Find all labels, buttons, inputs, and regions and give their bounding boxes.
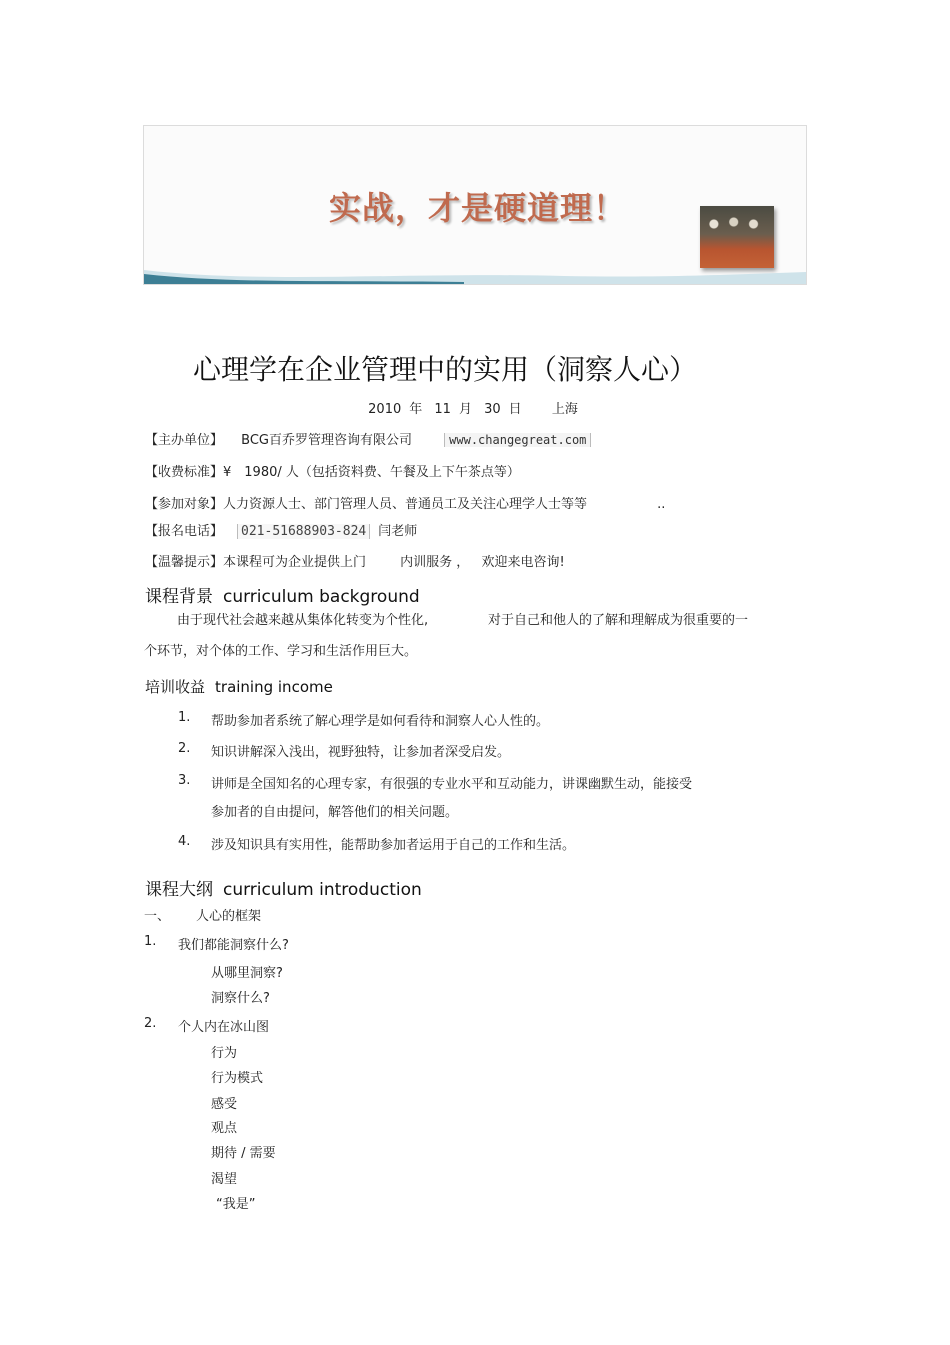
outline-sub-item: 渴望 (211, 1172, 238, 1187)
income-heading-en: training income (215, 678, 333, 696)
background-line-1a: 由于现代社会越来越从集体化转变为个性化, (177, 613, 429, 628)
banner-wave-decoration (144, 262, 806, 284)
outline-heading (145, 875, 422, 900)
background-line-2: 个环节，对个体的工作、学习和生活作用巨大。 (144, 644, 418, 659)
background-line-1b: 对于自己和他人的了解和理解成为很重要的一 (488, 613, 749, 628)
phone-value[interactable]: 021-51688903-824 (237, 524, 370, 539)
income-item-text-continued: 参加者的自由提问，解答他们的相关问题。 (211, 805, 459, 820)
outline-part-number: 一、 (144, 909, 171, 924)
tip-value-3: 欢迎来电咨询! (481, 555, 565, 570)
phone-contact: 闫老师 (378, 524, 418, 539)
tip-value-1: 本课程可为企业提供上门 (223, 555, 367, 570)
income-item-number: 3. (178, 773, 191, 788)
outline-heading-en: curriculum introduction (223, 880, 422, 900)
tip-value-2: 内训服务 ， (400, 555, 470, 570)
income-heading-cn: 培训收益 (145, 678, 206, 696)
outline-item-text: 个人内在冰山图 (178, 1020, 270, 1035)
income-heading (145, 676, 333, 697)
phone-label: 【报名电话】 (145, 524, 224, 539)
date-year: 2010 (368, 402, 402, 417)
outline-part-title: 人心的框架 (196, 909, 262, 924)
tip-label: 【温馨提示】 (145, 555, 224, 570)
income-item-number: 4. (178, 834, 191, 849)
meeting-photo (700, 206, 774, 268)
header-banner (143, 125, 807, 285)
page-title: 心理学在企业管理中的实用（洞察人心） (192, 353, 697, 386)
audience-row (145, 493, 665, 512)
outline-sub-item: 感受 (211, 1097, 238, 1112)
outline-sub-item: 行为模式 (211, 1071, 264, 1086)
income-item-number: 1. (178, 710, 191, 725)
audience-value: 人力资源人士、部门管理人员、普通员工及关注心理学人士等等 (223, 497, 588, 512)
date-year-unit: 年 (409, 402, 423, 417)
outline-sub-item: 观点 (211, 1121, 238, 1136)
date-month: 11 (434, 402, 451, 417)
organizer-url[interactable]: www.changegreat.com (444, 433, 591, 447)
income-item-number: 2. (178, 741, 191, 756)
fee-value: ¥ 1980/ 人（包括资料费、午餐及上下午茶点等） (223, 465, 520, 480)
audience-label: 【参加对象】 (145, 497, 224, 512)
outline-sub-item: 期待 / 需要 (211, 1146, 276, 1161)
background-heading (145, 582, 420, 607)
date-day: 30 (484, 402, 501, 417)
outline-sub-item: “我是” (216, 1197, 256, 1212)
outline-sub-item: 洞察什么? (211, 991, 270, 1006)
organizer-row (145, 429, 591, 448)
phone-row (145, 520, 417, 539)
outline-sub-item: 从哪里洞察? (211, 966, 283, 981)
background-heading-en: curriculum background (223, 587, 420, 607)
outline-item-text: 我们都能洞察什么? (178, 938, 289, 953)
audience-tail: .. (657, 497, 666, 512)
date-city: 上海 (551, 402, 578, 417)
outline-heading-cn: 课程大纲 (145, 880, 213, 900)
date-month-unit: 月 (458, 402, 472, 417)
fee-label: 【收费标准】 (145, 465, 224, 480)
income-item-text: 知识讲解深入浅出，视野独特，让参加者深受启发。 (211, 745, 511, 760)
date-line (0, 398, 946, 417)
organizer-label: 【主办单位】 (145, 433, 224, 448)
banner-slogan: 实战，才是硬道理！ (329, 189, 627, 227)
date-day-unit: 日 (508, 402, 522, 417)
outline-item-number: 1. (144, 934, 157, 949)
background-heading-cn: 课程背景 (145, 587, 213, 607)
outline-item-number: 2. (144, 1016, 157, 1031)
income-item-text: 讲师是全国知名的心理专家，有很强的专业水平和互动能力，讲课幽默生动，能接受 (211, 777, 693, 792)
organizer-value: BCG百乔罗管理咨询有限公司 (241, 433, 412, 448)
tip-row (145, 551, 565, 570)
income-item-text: 帮助参加者系统了解心理学是如何看待和洞察人心人性的。 (211, 714, 550, 729)
fee-row (145, 461, 520, 480)
income-item-text: 涉及知识具有实用性，能帮助参加者运用于自己的工作和生活。 (211, 838, 576, 853)
outline-sub-item: 行为 (211, 1046, 238, 1061)
